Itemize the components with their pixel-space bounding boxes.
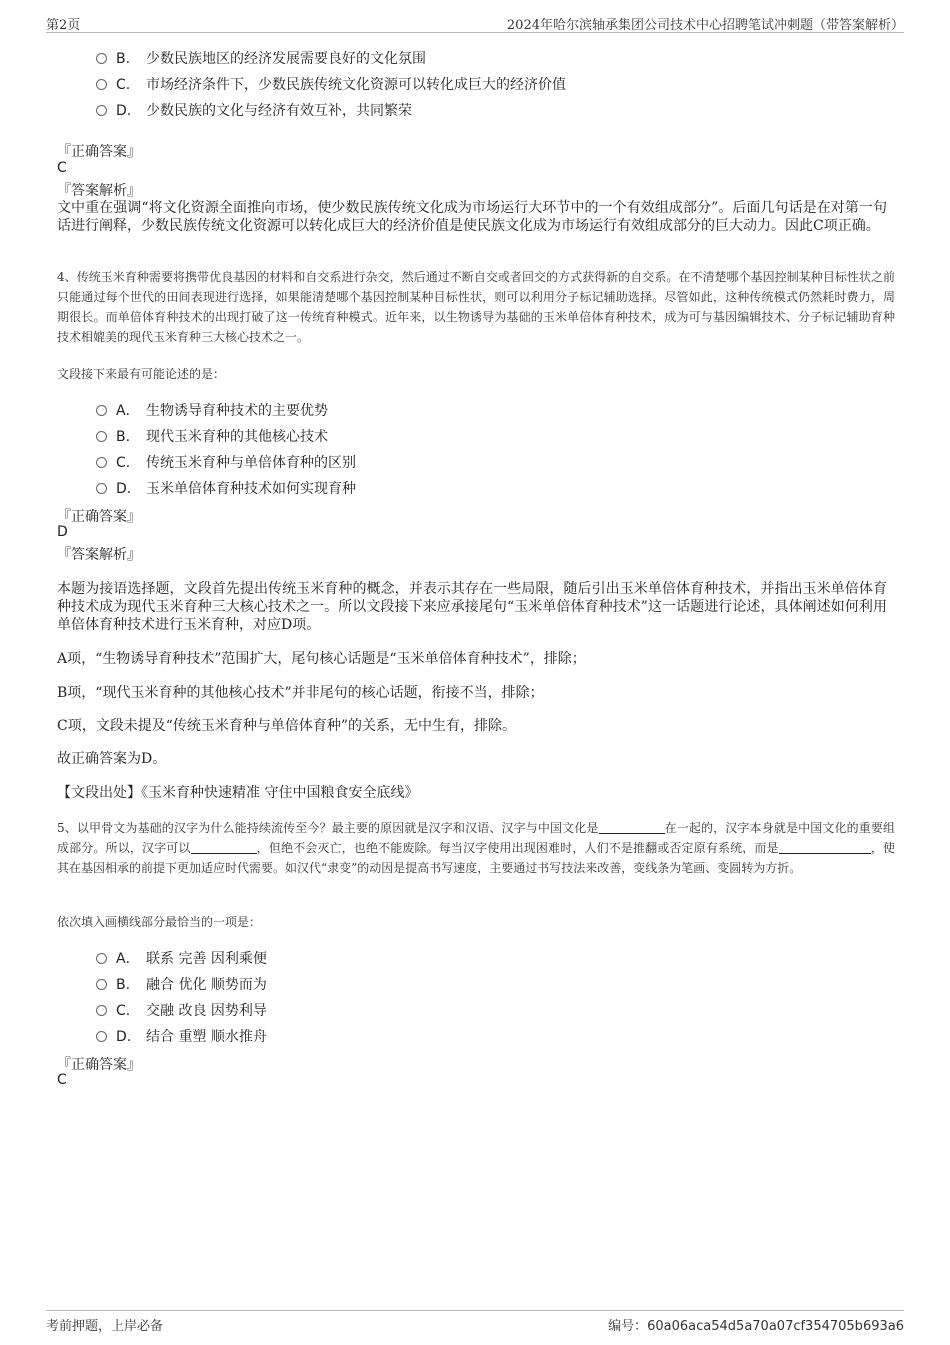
- radio-icon[interactable]: [96, 1005, 107, 1016]
- q4-option-d[interactable]: D. 玉米单倍体育种技术如何实现育种: [96, 478, 356, 498]
- q4-option-a[interactable]: A． 生物诱导育种技术的主要优势: [96, 400, 328, 420]
- q5-option-c[interactable]: C. 交融 改良 因势利导: [96, 1000, 267, 1020]
- q4-analysis-paragraph: 本题为接语选择题，文段首先提出传统玉米育种的概念，并表示其存在一些局限，随后引出玉米单倍体育种技术，并指出玉米单倍体育种技术成为现代玉米育种三大核心技术之一。所以文段接下来应承接尾句“玉米单倍体育种技术”这一话题进行论述，具体阐述如何利用单倍体育种技术进行玉米育种，对应D项。: [57, 581, 887, 633]
- document-title: 2024年哈尔滨轴承集团公司技术中心招聘笔试冲刺题（带答案解析）: [506, 18, 904, 33]
- blank-line: [191, 841, 257, 854]
- q5-option-a[interactable]: A． 联系 完善 因利乘便: [96, 948, 267, 968]
- radio-icon[interactable]: [96, 1031, 107, 1042]
- radio-icon[interactable]: [96, 53, 107, 64]
- q5-prompt: 依次填入画横线部分最恰当的一项是：: [57, 915, 262, 929]
- q5-option-b[interactable]: B. 融合 优化 顺势而为: [96, 974, 267, 994]
- q4-analysis-paragraph: B项，“现代玉米育种的其他核心技术”并非尾句的核心话题，衔接不当，排除；: [57, 685, 544, 701]
- radio-icon[interactable]: [96, 457, 107, 468]
- q4-prompt: 文段接下来最有可能论述的是：: [57, 367, 226, 381]
- page-header: [46, 12, 904, 33]
- q5-answer-label: 『正确答案』: [57, 1057, 141, 1073]
- q5-option-d[interactable]: D. 结合 重塑 顺水推舟: [96, 1026, 267, 1046]
- footer-slogan: 考前押题，上岸必备: [46, 1319, 164, 1334]
- q4-analysis-paragraph: C项，文段未提及“传统玉米育种与单倍体育种”的关系，无中生有，排除。: [57, 718, 517, 734]
- q5-answer: C: [57, 1072, 67, 1088]
- radio-icon[interactable]: [96, 483, 107, 494]
- q4-text: 4、传统玉米育种需要将携带优良基因的材料和自交系进行杂交，然后通过不断自交或者回交的方式获得新的自交系。在不清楚哪个基因控制某种目标性状之前只能通过每个世代的田间表现进行选择，如果能清楚哪个基因控制某种目标性状，则可以利用分子标记辅助选择。尽管如此，这种传统模式仍然耗时费力，周期很长。而单倍体育种技术的出现打破了这一传统育种模式。近年来，以生物诱导为基础的玉米单倍体育种技术，成为可与基因编辑技术、分子标记辅助育种技术相媲美的现代玉米育种三大核心技术之一。: [57, 270, 895, 344]
- q4-answer: D: [57, 524, 68, 540]
- q4-option-b[interactable]: B. 现代玉米育种的其他核心技术: [96, 426, 328, 446]
- blank-line: [779, 841, 871, 854]
- q4-option-c[interactable]: C. 传统玉米育种与单倍体育种的区别: [96, 452, 356, 472]
- q4-analysis-paragraph: 故正确答案为D。: [57, 751, 167, 767]
- radio-icon[interactable]: [96, 405, 107, 416]
- radio-icon[interactable]: [96, 431, 107, 442]
- q3-answer-label: 『正确答案』: [57, 144, 141, 160]
- radio-icon[interactable]: [96, 105, 107, 116]
- q4-source: 【文段出处】《玉米育种快速精准 守住中国粮食安全底线》: [57, 785, 419, 801]
- page-footer: [46, 1310, 904, 1333]
- q4-analysis-label: 『答案解析』: [57, 547, 141, 563]
- q4-analysis-paragraph: A项，“生物诱导育种技术”范围扩大，尾句核心话题是“玉米单倍体育种技术”，排除；: [57, 651, 586, 667]
- radio-icon[interactable]: [96, 979, 107, 990]
- radio-icon[interactable]: [96, 79, 107, 90]
- q3-answer: C: [57, 160, 67, 176]
- page-number: 第2页: [46, 18, 81, 33]
- q3-option-d[interactable]: D. 少数民族的文化与经济有效互补，共同繁荣: [96, 100, 412, 120]
- q3-analysis-label: 『答案解析』: [57, 183, 141, 199]
- radio-icon[interactable]: [96, 953, 107, 964]
- q3-analysis: 文中重在强调“将文化资源全面推向市场，使少数民族传统文化成为市场运行大环节中的一个有效组成部分”。后面几句话是在对第一句话进行阐释，少数民族传统文化资源可以转化成巨大的经济价值是使民族文化成为市场运行有效组成部分的巨大动力。因此C项正确。: [57, 200, 887, 234]
- q3-option-c[interactable]: C. 市场经济条件下，少数民族传统文化资源可以转化成巨大的经济价值: [96, 74, 566, 94]
- document-code: 编号：60a06aca54d5a70a07cf354705b693a6: [608, 1319, 904, 1334]
- q4-answer-label: 『正确答案』: [57, 509, 141, 525]
- q3-option-b[interactable]: B. 少数民族地区的经济发展需要良好的文化氛围: [96, 48, 426, 68]
- blank-line: [599, 821, 665, 834]
- q5-text: 5、以甲骨文为基础的汉字为什么能持续流传至今？最主要的原因就是汉字和汉语、汉字与中国文化是 在一起的，汉字本身就是中国文化的重要组成部分。所以，汉字可以 ，但绝不会灭亡，也绝不能废除。每当汉字使用出现困难时，人们不是推翻或否定原有系统，而是 ，使其在基因相承的前提下更加适应时代需要。如汉代“隶变”的动因是提高书写速度，主要通过书写技法来改善，变线条为笔画、变圆转为方折。: [57, 821, 895, 875]
